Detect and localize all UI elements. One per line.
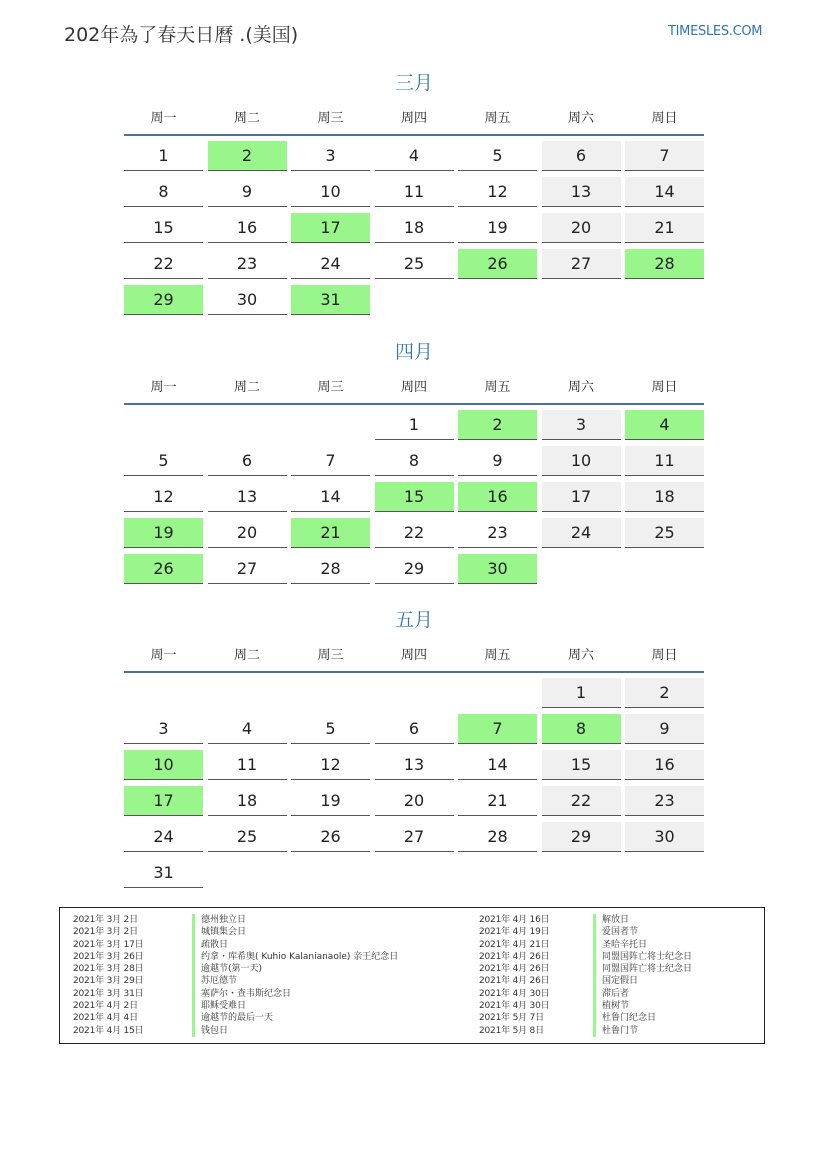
empty-day-cell bbox=[625, 285, 704, 315]
legend-holiday-name: 逾越节(第一天) bbox=[192, 963, 262, 975]
empty-day-cell bbox=[542, 858, 621, 888]
weekday-label: 周一 bbox=[150, 647, 177, 663]
weekday-header bbox=[124, 98, 704, 134]
empty-day-cell bbox=[375, 858, 454, 888]
week-row bbox=[124, 554, 704, 590]
weekday-label: 周二 bbox=[233, 647, 260, 663]
day-cell[interactable]: 12 bbox=[124, 482, 203, 512]
day-cell[interactable]: 3 bbox=[542, 410, 621, 440]
day-cell[interactable]: 22 bbox=[375, 518, 454, 548]
holiday-day-cell[interactable]: 8 bbox=[542, 714, 621, 744]
day-cell[interactable]: 9 bbox=[625, 714, 704, 744]
day-cell[interactable]: 12 bbox=[291, 750, 370, 780]
empty-day-cell bbox=[291, 858, 370, 888]
empty-day-cell bbox=[208, 678, 287, 708]
legend-holiday-name: 逾越节的最后一天 bbox=[192, 1012, 273, 1024]
day-cell[interactable]: 9 bbox=[458, 446, 537, 476]
month-title: 三月 bbox=[394, 72, 433, 94]
legend-date: 2021年 4月 30日 bbox=[479, 1001, 550, 1012]
legend-holiday-name: 圣哈辛托日 bbox=[593, 939, 647, 951]
holiday-day-cell[interactable]: 17 bbox=[291, 213, 370, 243]
weekday-header bbox=[124, 367, 704, 403]
legend-date: 2021年 4月 30日 bbox=[479, 988, 550, 999]
empty-day-cell bbox=[208, 410, 287, 440]
legend-date: 2021年 3月 17日 bbox=[73, 939, 144, 950]
week-row bbox=[124, 822, 704, 858]
legend-date: 2021年 5月 8日 bbox=[479, 1025, 544, 1036]
day-cell[interactable]: 21 bbox=[458, 786, 537, 816]
legend-date: 2021年 4月 21日 bbox=[479, 939, 550, 950]
day-cell[interactable]: 4 bbox=[208, 714, 287, 744]
day-cell[interactable]: 1 bbox=[375, 410, 454, 440]
day-cell[interactable]: 29 bbox=[542, 822, 621, 852]
weekday-label: 周四 bbox=[400, 647, 427, 663]
day-grid bbox=[124, 141, 704, 321]
day-cell[interactable]: 4 bbox=[375, 141, 454, 171]
legend-date: 2021年 3月 29日 bbox=[73, 976, 144, 987]
day-cell[interactable]: 5 bbox=[458, 141, 537, 171]
day-cell[interactable]: 7 bbox=[625, 141, 704, 171]
holiday-day-cell[interactable]: 26 bbox=[124, 554, 203, 584]
holiday-day-cell[interactable]: 19 bbox=[124, 518, 203, 548]
month-april bbox=[124, 337, 704, 590]
day-cell[interactable]: 19 bbox=[458, 213, 537, 243]
week-row bbox=[124, 249, 704, 285]
holiday-day-cell[interactable]: 17 bbox=[124, 786, 203, 816]
header-divider bbox=[124, 134, 704, 136]
legend-date: 2021年 3月 28日 bbox=[73, 964, 144, 975]
empty-day-cell bbox=[375, 678, 454, 708]
day-cell[interactable]: 29 bbox=[375, 554, 454, 584]
day-cell[interactable]: 23 bbox=[208, 249, 287, 279]
empty-day-cell bbox=[375, 285, 454, 315]
week-row bbox=[124, 446, 704, 482]
empty-day-cell bbox=[124, 678, 203, 708]
legend-date: 2021年 4月 2日 bbox=[73, 1001, 138, 1012]
legend-holiday-name: 疏散日 bbox=[192, 939, 228, 951]
legend-date: 2021年 4月 15日 bbox=[73, 1025, 144, 1036]
legend-date: 2021年 4月 16日 bbox=[479, 915, 550, 925]
holiday-day-cell[interactable]: 2 bbox=[458, 410, 537, 440]
day-cell[interactable]: 30 bbox=[625, 822, 704, 852]
week-row bbox=[124, 678, 704, 714]
day-cell[interactable]: 11 bbox=[375, 177, 454, 207]
month-title: 五月 bbox=[394, 609, 433, 631]
empty-day-cell bbox=[124, 410, 203, 440]
week-row bbox=[124, 285, 704, 321]
legend-date: 2021年 4月 26日 bbox=[479, 976, 550, 987]
day-cell[interactable]: 22 bbox=[124, 249, 203, 279]
holiday-day-cell[interactable]: 29 bbox=[124, 285, 203, 315]
page-title: 202年為了春天日曆 .(美国) bbox=[64, 24, 299, 46]
weekday-label: 周日 bbox=[651, 647, 678, 663]
holiday-day-cell[interactable]: 7 bbox=[458, 714, 537, 744]
holiday-day-cell[interactable]: 30 bbox=[458, 554, 537, 584]
day-cell[interactable]: 14 bbox=[291, 482, 370, 512]
legend-holiday-name: 城镇集会日 bbox=[192, 926, 246, 938]
legend-holiday-name: 同盟国阵亡将士纪念日 bbox=[593, 963, 692, 975]
day-cell[interactable]: 20 bbox=[208, 518, 287, 548]
week-row bbox=[124, 213, 704, 249]
day-cell[interactable]: 15 bbox=[542, 750, 621, 780]
legend-holiday-name: 塞萨尔・查韦斯纪念日 bbox=[192, 988, 291, 1000]
week-row bbox=[124, 518, 704, 554]
week-row bbox=[124, 177, 704, 213]
legend-date: 2021年 3月 2日 bbox=[73, 927, 138, 938]
day-cell[interactable]: 1 bbox=[542, 678, 621, 708]
day-cell[interactable]: 13 bbox=[542, 177, 621, 207]
holiday-day-cell[interactable]: 2 bbox=[208, 141, 287, 171]
day-cell[interactable]: 11 bbox=[625, 446, 704, 476]
weekday-header bbox=[124, 635, 704, 671]
empty-day-cell bbox=[208, 858, 287, 888]
empty-day-cell bbox=[542, 285, 621, 315]
legend-holiday-name: 耶稣受难日 bbox=[192, 1000, 246, 1012]
legend-holiday-name: 杜鲁门节 bbox=[593, 1025, 638, 1037]
day-cell[interactable]: 13 bbox=[375, 750, 454, 780]
day-cell[interactable]: 10 bbox=[291, 177, 370, 207]
legend-holiday-name: 约拿・库希奥( Kuhio Kalanianaole) 亲王纪念日 bbox=[192, 951, 398, 963]
day-cell[interactable]: 5 bbox=[124, 446, 203, 476]
holiday-day-cell[interactable]: 4 bbox=[625, 410, 704, 440]
holiday-legend bbox=[59, 907, 765, 1044]
weekday-label: 周三 bbox=[317, 647, 344, 663]
day-cell[interactable]: 21 bbox=[625, 213, 704, 243]
legend-holiday-name: 杜鲁门纪念日 bbox=[593, 1012, 656, 1024]
legend-holiday-name: 爱国者节 bbox=[593, 926, 638, 938]
week-row bbox=[124, 750, 704, 786]
holiday-day-cell[interactable]: 26 bbox=[458, 249, 537, 279]
day-cell[interactable]: 22 bbox=[542, 786, 621, 816]
weekday-label: 周一 bbox=[150, 110, 177, 126]
weekday-label: 周四 bbox=[400, 379, 427, 395]
day-cell[interactable]: 28 bbox=[458, 822, 537, 852]
day-cell[interactable]: 6 bbox=[542, 141, 621, 171]
holiday-day-cell[interactable]: 15 bbox=[375, 482, 454, 512]
day-cell[interactable]: 20 bbox=[375, 786, 454, 816]
weekday-label: 周二 bbox=[233, 110, 260, 126]
weekday-label: 周一 bbox=[150, 379, 177, 395]
weekday-label: 周日 bbox=[651, 379, 678, 395]
legend-date: 2021年 4月 26日 bbox=[479, 964, 550, 975]
day-cell[interactable]: 27 bbox=[542, 249, 621, 279]
day-cell[interactable]: 3 bbox=[291, 141, 370, 171]
weekday-label: 周六 bbox=[567, 379, 594, 395]
month-title: 四月 bbox=[394, 341, 433, 363]
weekday-label: 周五 bbox=[484, 379, 511, 395]
empty-day-cell bbox=[458, 285, 537, 315]
legend-date: 2021年 3月 26日 bbox=[73, 951, 144, 962]
day-cell[interactable]: 23 bbox=[625, 786, 704, 816]
weekday-label: 周五 bbox=[484, 110, 511, 126]
legend-date: 2021年 4月 4日 bbox=[73, 1013, 138, 1024]
weekday-label: 周二 bbox=[233, 379, 260, 395]
legend-holiday-name: 解放日 bbox=[593, 914, 629, 926]
day-cell[interactable]: 6 bbox=[375, 714, 454, 744]
legend-date: 2021年 5月 7日 bbox=[479, 1013, 544, 1024]
week-row bbox=[124, 141, 704, 177]
day-cell[interactable]: 12 bbox=[458, 177, 537, 207]
day-cell[interactable]: 25 bbox=[375, 249, 454, 279]
day-cell[interactable]: 27 bbox=[208, 554, 287, 584]
legend-holiday-name: 苏厄德节 bbox=[192, 975, 237, 987]
header-divider bbox=[124, 403, 704, 405]
day-cell[interactable]: 15 bbox=[124, 213, 203, 243]
month-march bbox=[124, 68, 704, 321]
empty-day-cell bbox=[542, 554, 621, 584]
day-cell[interactable]: 25 bbox=[625, 518, 704, 548]
site-link[interactable]: TIMESLES.COM bbox=[668, 24, 763, 39]
day-cell[interactable]: 10 bbox=[542, 446, 621, 476]
week-row bbox=[124, 482, 704, 518]
legend-holiday-name: 国定假日 bbox=[593, 975, 638, 987]
day-cell[interactable]: 5 bbox=[291, 714, 370, 744]
week-row bbox=[124, 714, 704, 750]
day-cell[interactable]: 11 bbox=[208, 750, 287, 780]
day-cell[interactable]: 19 bbox=[291, 786, 370, 816]
day-cell[interactable]: 7 bbox=[291, 446, 370, 476]
day-cell[interactable]: 16 bbox=[625, 750, 704, 780]
day-cell[interactable]: 3 bbox=[124, 714, 203, 744]
day-cell[interactable]: 27 bbox=[375, 822, 454, 852]
week-row bbox=[124, 858, 704, 894]
day-cell[interactable]: 2 bbox=[625, 678, 704, 708]
month-may bbox=[124, 605, 704, 894]
day-cell[interactable]: 8 bbox=[124, 177, 203, 207]
day-cell[interactable]: 25 bbox=[208, 822, 287, 852]
empty-day-cell bbox=[458, 858, 537, 888]
header-divider bbox=[124, 671, 704, 673]
day-grid bbox=[124, 678, 704, 894]
weekday-label: 周六 bbox=[567, 110, 594, 126]
weekday-label: 周六 bbox=[567, 647, 594, 663]
day-cell[interactable]: 14 bbox=[625, 177, 704, 207]
day-cell[interactable]: 30 bbox=[208, 285, 287, 315]
empty-day-cell bbox=[458, 678, 537, 708]
holiday-day-cell[interactable]: 21 bbox=[291, 518, 370, 548]
empty-day-cell bbox=[291, 678, 370, 708]
empty-day-cell bbox=[625, 554, 704, 584]
legend-holiday-name: 植树节 bbox=[593, 1000, 629, 1012]
legend-date: 2021年 4月 19日 bbox=[479, 927, 550, 938]
day-cell[interactable]: 18 bbox=[375, 213, 454, 243]
day-cell[interactable]: 9 bbox=[208, 177, 287, 207]
day-cell[interactable]: 20 bbox=[542, 213, 621, 243]
legend-holiday-name: 钱包日 bbox=[192, 1025, 228, 1037]
holiday-day-cell[interactable]: 28 bbox=[625, 249, 704, 279]
legend-date: 2021年 3月 2日 bbox=[73, 915, 138, 925]
day-cell[interactable]: 18 bbox=[625, 482, 704, 512]
week-row bbox=[124, 410, 704, 446]
holiday-day-cell[interactable]: 10 bbox=[124, 750, 203, 780]
legend-holiday-name: 德州独立日 bbox=[192, 914, 246, 926]
legend-date: 2021年 4月 26日 bbox=[479, 951, 550, 962]
weekday-label: 周五 bbox=[484, 647, 511, 663]
day-cell[interactable]: 23 bbox=[458, 518, 537, 548]
day-cell[interactable]: 28 bbox=[291, 554, 370, 584]
day-cell[interactable]: 8 bbox=[375, 446, 454, 476]
legend-holiday-name: 同盟国阵亡将士纪念日 bbox=[593, 951, 692, 963]
weekday-label: 周三 bbox=[317, 110, 344, 126]
empty-day-cell bbox=[625, 858, 704, 888]
day-cell[interactable]: 24 bbox=[124, 822, 203, 852]
day-cell[interactable]: 31 bbox=[124, 858, 203, 888]
legend-holiday-name: 滞后者 bbox=[593, 988, 629, 1000]
legend-date: 2021年 3月 31日 bbox=[73, 988, 144, 999]
weekday-label: 周三 bbox=[317, 379, 344, 395]
week-row bbox=[124, 786, 704, 822]
day-cell[interactable]: 24 bbox=[542, 518, 621, 548]
holiday-day-cell[interactable]: 16 bbox=[458, 482, 537, 512]
empty-day-cell bbox=[291, 410, 370, 440]
day-cell[interactable]: 6 bbox=[208, 446, 287, 476]
day-cell[interactable]: 17 bbox=[542, 482, 621, 512]
weekday-label: 周四 bbox=[400, 110, 427, 126]
day-cell[interactable]: 13 bbox=[208, 482, 287, 512]
day-cell[interactable]: 24 bbox=[291, 249, 370, 279]
day-cell[interactable]: 26 bbox=[291, 822, 370, 852]
day-cell[interactable]: 16 bbox=[208, 213, 287, 243]
holiday-day-cell[interactable]: 31 bbox=[291, 285, 370, 315]
day-cell[interactable]: 1 bbox=[124, 141, 203, 171]
day-cell[interactable]: 14 bbox=[458, 750, 537, 780]
day-cell[interactable]: 18 bbox=[208, 786, 287, 816]
day-grid bbox=[124, 410, 704, 590]
weekday-label: 周日 bbox=[651, 110, 678, 126]
